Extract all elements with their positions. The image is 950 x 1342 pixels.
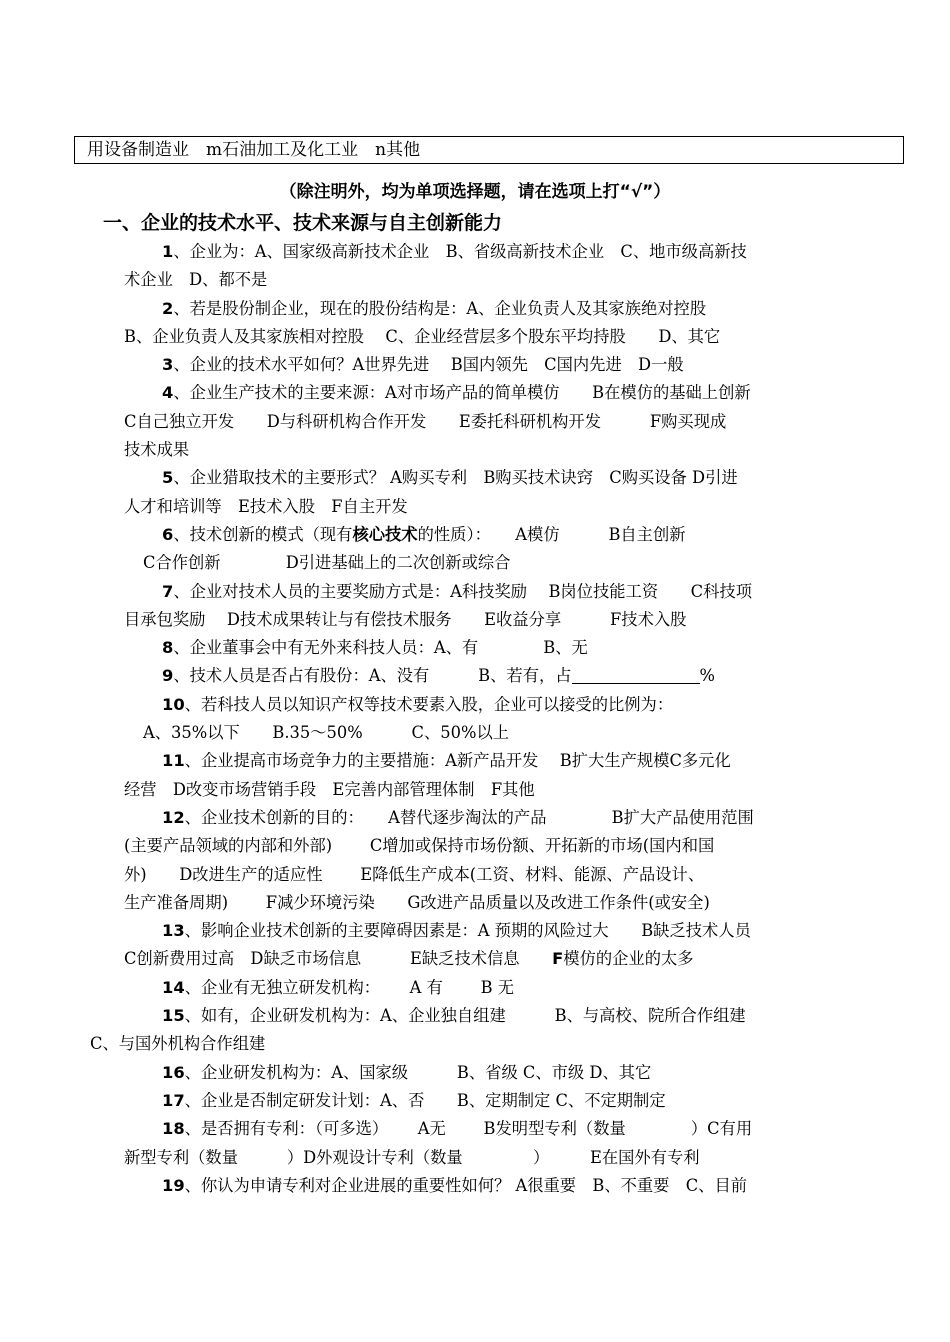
question-number: 16 <box>162 1062 185 1082</box>
question-text: 、若科技人员以知识产权等技术要素入股，企业可以接受的比例为： <box>184 694 674 714</box>
question-text: 、你认为申请专利对企业进展的重要性如何？ A很重要 B、不重要 C、目前 <box>184 1175 748 1195</box>
question-text: 、企业研发机构为：A、国家级 B、省级 C、市级 D、其它 <box>184 1062 652 1082</box>
instruction-note: （除注明外，均为单项选择题，请在选项上打“√”） <box>279 182 671 202</box>
question-text: 、企业生产技术的主要来源：A对市场产品的简单模仿 B在模仿的基础上创新 <box>173 383 751 403</box>
question-11 <box>124 747 848 804</box>
question-3 <box>143 351 848 379</box>
question-9 <box>143 662 848 690</box>
section-title: 一、企业的技术水平、技术来源与自主创新能力 <box>103 212 503 234</box>
question-text: 、是否拥有专利：（可多选） A无 B发明型专利（数量 ）C有用 <box>184 1119 753 1139</box>
question-5 <box>124 464 848 521</box>
question-text: 、影响企业技术创新的主要障碍因素是：A 预期的风险过大 B缺乏技术人员 <box>184 921 751 941</box>
question-text: 新型专利（数量 ）D外观设计专利（数量 ） E在国外有专利 <box>124 1147 700 1167</box>
question-13 <box>124 917 848 974</box>
question-text: 的性质）： A模仿 B自主创新 <box>417 524 686 544</box>
question-text: 、企业对技术人员的主要奖励方式是：A科技奖励 B岗位技能工资 C科技项 <box>173 581 752 601</box>
question-8 <box>143 634 848 662</box>
question-15 <box>90 1002 848 1059</box>
question-text: 、如有，企业研发机构为：A、企业独自组建 B、与高校、院所合作组建 <box>184 1006 746 1026</box>
industry-options-text: 用设备制造业 m石油加工及化工业 n其他 <box>87 140 421 160</box>
question-10 <box>143 691 848 748</box>
question-text: C合作创新 D引进基础上的二次创新或综合 <box>143 553 511 573</box>
question-text: (主要产品领域的内部和外部) C增加或保持市场份额、开拓新的市场(国内和国 <box>124 836 715 856</box>
question-7 <box>124 578 848 635</box>
question-text: B、企业负责人及其家族相对控股 C、企业经营层多个股东平均持股 D、其它 <box>124 326 721 346</box>
question-text: 、企业技术创新的目的： A替代逐步淘汰的产品 B扩大产品使用范围 <box>184 807 754 827</box>
question-17 <box>143 1087 848 1115</box>
question-text: C创新费用过高 D缺乏市场信息 E缺乏技术信息 <box>124 949 553 969</box>
question-text: 、企业的技术水平如何？A世界先进 B国内领先 C国内先进 D一般 <box>173 355 684 375</box>
question-text: 术企业 D、都不是 <box>124 270 268 290</box>
question-text: 、技术人员是否占有股份：A、没有 B、若有，占 <box>173 666 572 686</box>
industry-options-box <box>74 136 904 164</box>
question-number: 7 <box>162 581 174 601</box>
question-number: 14 <box>162 977 185 997</box>
question-number: 6 <box>162 524 174 544</box>
question-number: 4 <box>162 383 174 403</box>
question-text: 技术成果 <box>124 440 190 460</box>
question-16 <box>143 1059 848 1087</box>
percent-sign: % <box>699 666 716 686</box>
question-text: 外) D改进生产的适应性 E降低生产成本(工资、材料、能源、产品设计、 <box>124 864 705 884</box>
question-12 <box>124 804 848 917</box>
question-text: 经营 D改变市场营销手段 E完善内部管理体制 F其他 <box>124 779 535 799</box>
question-number: 13 <box>162 921 185 941</box>
question-19 <box>143 1172 848 1200</box>
question-text: 、企业董事会中有无外来科技人员：A、有 B、无 <box>173 638 588 658</box>
question-number: 2 <box>162 298 174 318</box>
question-text: 、技术创新的模式（现有 <box>173 524 353 544</box>
question-number: 1 <box>162 242 174 261</box>
question-text: 、企业是否制定研发计划：A、否 B、定期制定 C、不定期制定 <box>184 1090 666 1110</box>
question-text: 、企业为：A、国家级高新技术企业 B、省级高新技术企业 C、地市级高新技 <box>173 242 747 261</box>
question-14 <box>143 974 848 1002</box>
question-number: 19 <box>162 1175 185 1195</box>
question-number: 9 <box>162 666 174 686</box>
question-number: 3 <box>162 355 174 375</box>
question-number: 10 <box>162 694 185 714</box>
question-number: 12 <box>162 807 185 827</box>
question-number: 8 <box>162 638 174 658</box>
question-2 <box>124 295 848 352</box>
question-text: 目承包奖励 D技术成果转让与有偿技术服务 E收益分享 F技术入股 <box>124 609 687 629</box>
question-text: 、若是股份制企业，现在的股份结构是：A、企业负责人及其家族绝对控股 <box>173 298 707 318</box>
question-number: 5 <box>162 468 174 488</box>
question-text: C、与国外机构合作组建 <box>90 1034 266 1054</box>
question-number: 11 <box>162 751 185 771</box>
question-1 <box>124 238 848 295</box>
question-18 <box>124 1115 848 1172</box>
question-list <box>90 238 848 1200</box>
question-text: 、企业猎取技术的主要形式？ A购买专利 B购买技术诀窍 C购买设备 D引进 <box>173 468 738 488</box>
question-4 <box>124 379 848 464</box>
question-text: 人才和培训等 E技术入股 F自主开发 <box>124 496 408 516</box>
core-technology-emphasis: 核心技术 <box>352 524 418 544</box>
question-number: 17 <box>162 1090 185 1110</box>
question-number: 15 <box>162 1006 185 1026</box>
question-text: 、企业有无独立研发机构： A 有 B 无 <box>184 977 515 997</box>
question-text: 模仿的企业的太多 <box>563 949 694 969</box>
percentage-blank[interactable] <box>572 665 700 684</box>
question-text: A、35%以下 B.35～50% C、50%以上 <box>143 723 510 743</box>
question-number: 18 <box>162 1119 185 1139</box>
question-text: 生产准备周期) F减少环境污染 G改进产品质量以及改进工作条件(或安全) <box>124 892 710 912</box>
question-6 <box>143 521 848 578</box>
question-text: 、企业提高市场竞争力的主要措施：A新产品开发 B扩大生产规模C多元化 <box>184 751 731 771</box>
option-f-letter: F <box>552 949 564 969</box>
question-text: C自己独立开发 D与科研机构合作开发 E委托科研机构开发 F购买现成 <box>124 411 727 431</box>
